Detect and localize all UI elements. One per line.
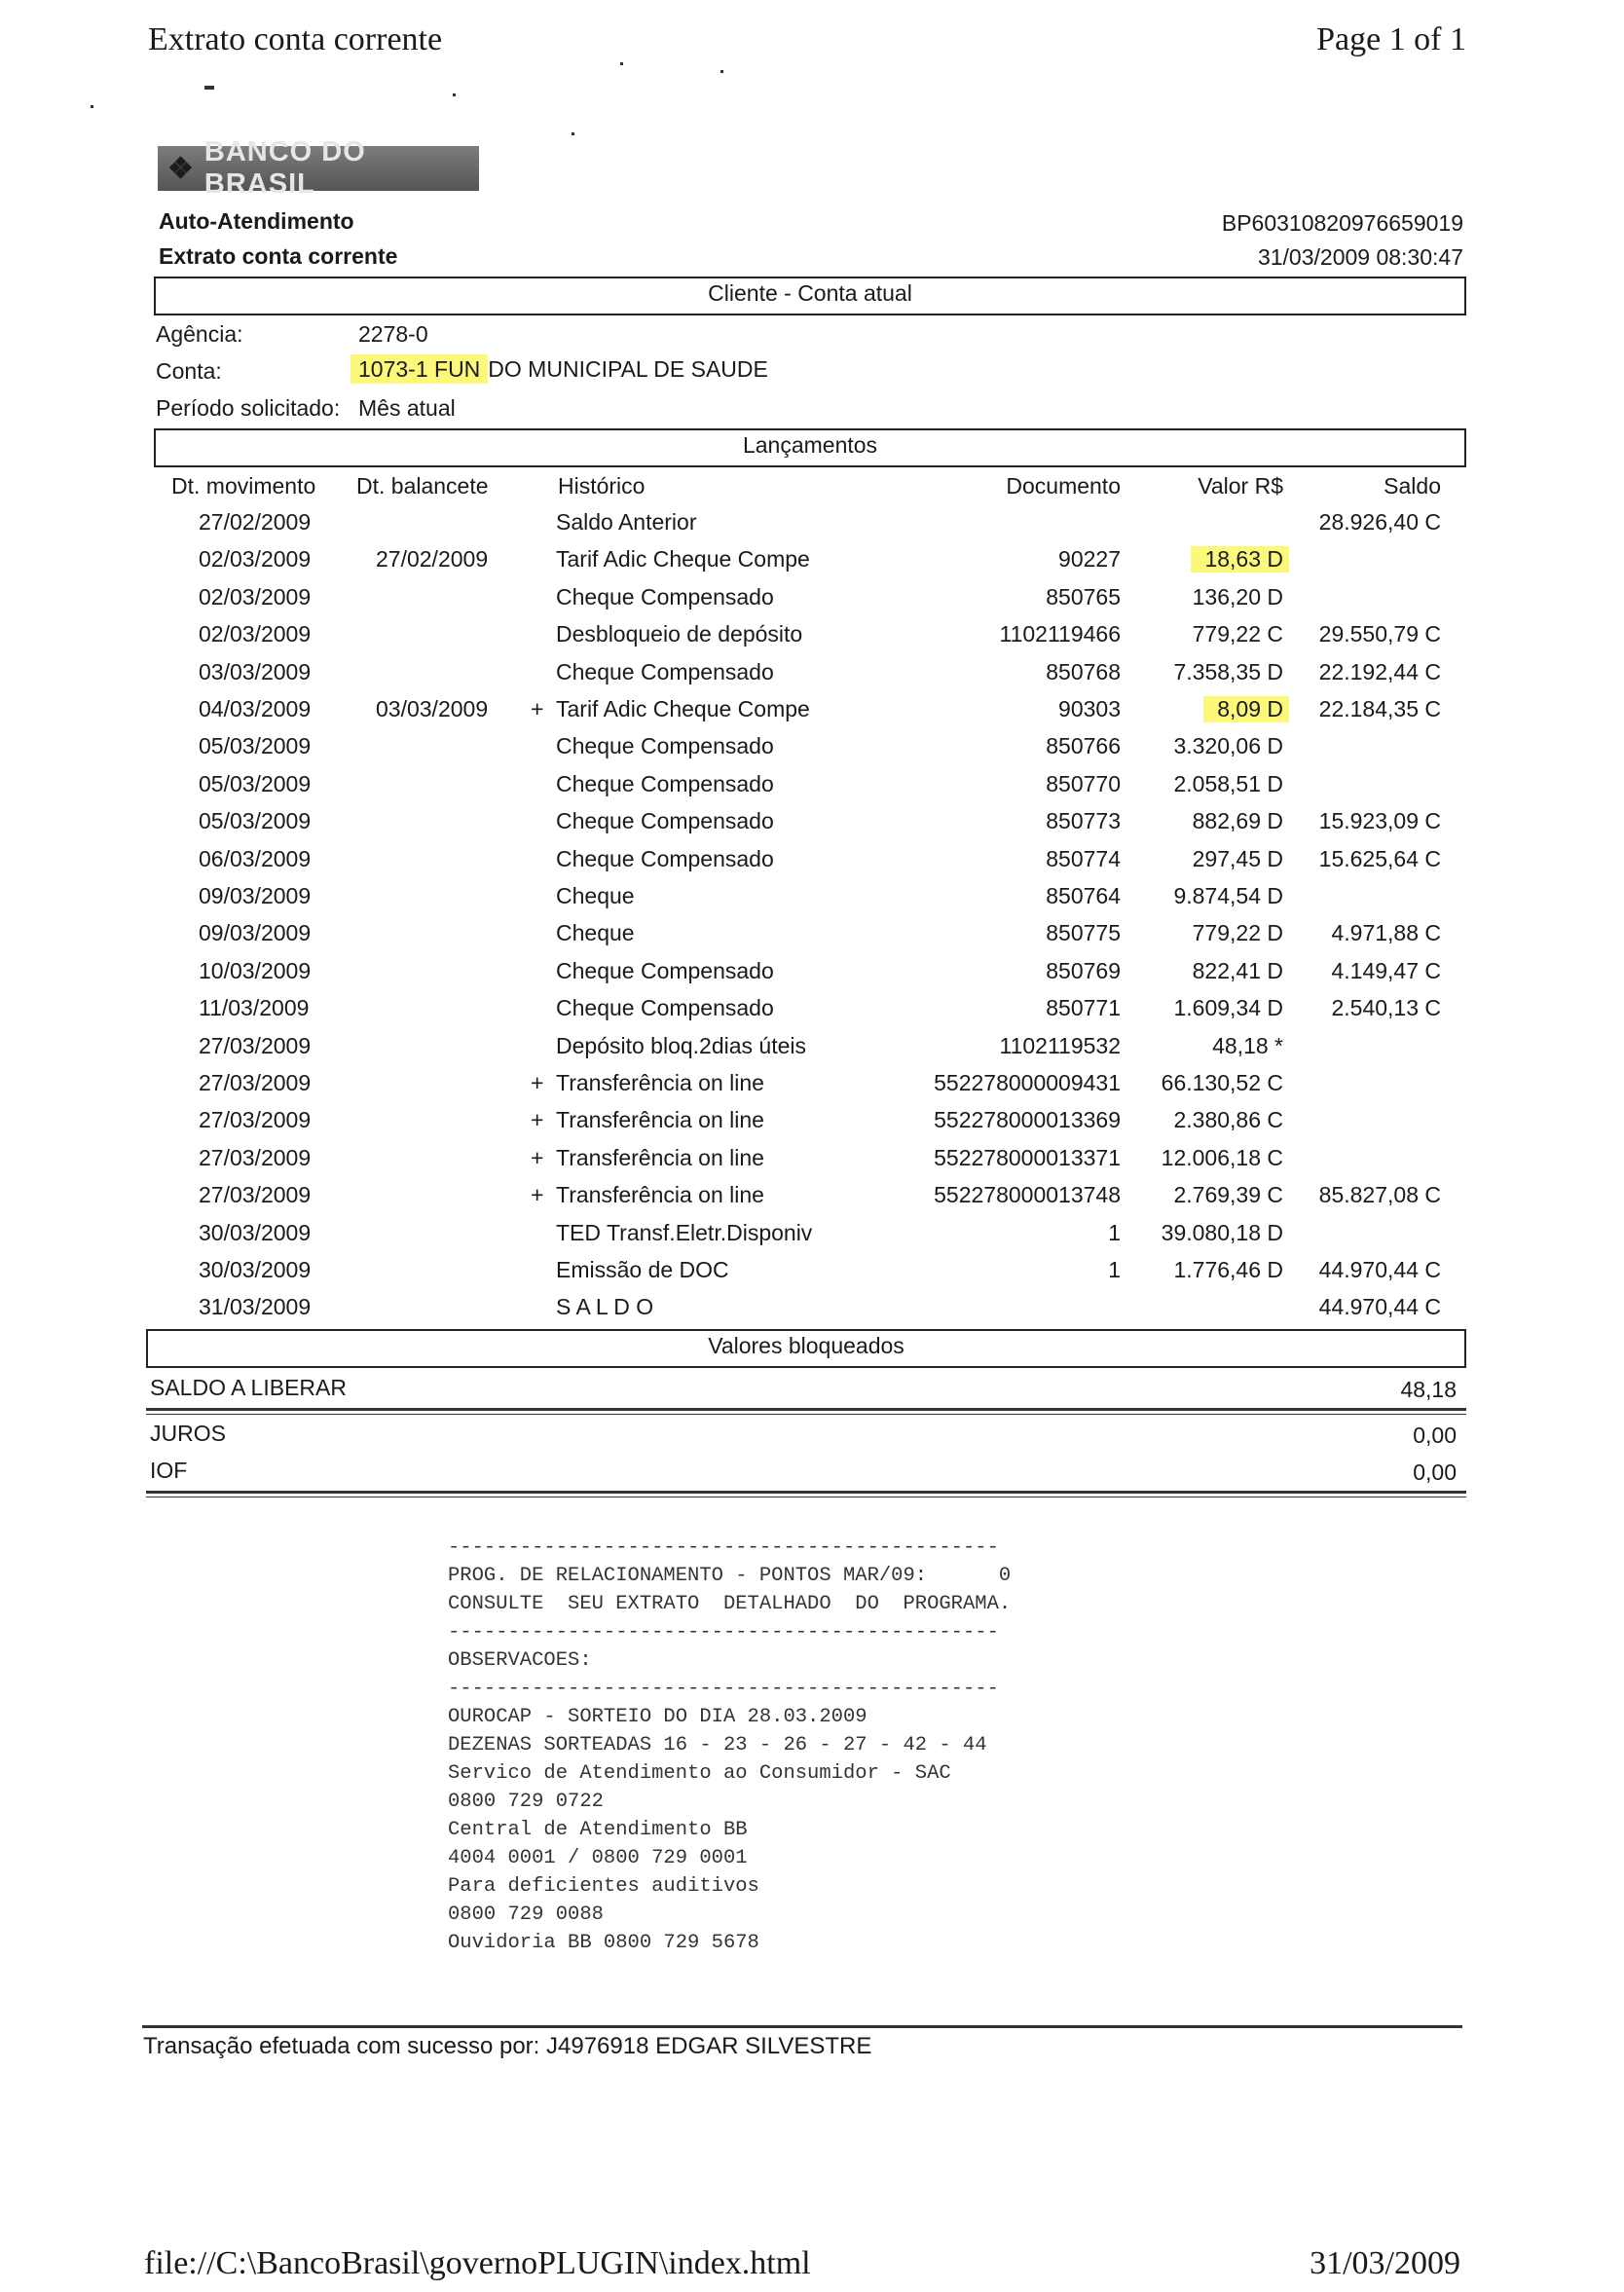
programa-line: 4004 0001 / 0800 729 0001 bbox=[448, 1847, 748, 1869]
row-documento: 850765 bbox=[1046, 584, 1121, 610]
row-historico: Depósito bloq.2dias úteis bbox=[556, 1033, 806, 1058]
row-valor: 12.006,18 C bbox=[1161, 1145, 1283, 1170]
row-historico: Cheque Compensado bbox=[556, 995, 774, 1020]
row-historico: Cheque Compensado bbox=[556, 808, 774, 833]
col-historico: Histórico bbox=[558, 473, 646, 499]
conta-name: DO MUNICIPAL DE SAUDE bbox=[488, 356, 768, 382]
row-dt-movimento: 09/03/2009 bbox=[199, 883, 312, 908]
row-saldo: 44.970,44 C bbox=[1318, 1257, 1441, 1282]
conta-number bbox=[351, 354, 488, 384]
row-dt-movimento: 27/03/2009 bbox=[199, 1107, 312, 1132]
programa-line: Ouvidoria BB 0800 729 5678 bbox=[448, 1932, 759, 1954]
row-dt-movimento: 27/03/2009 bbox=[199, 1145, 312, 1170]
row-historico: Transferência on line bbox=[556, 1182, 764, 1207]
juros-label: JUROS bbox=[150, 1421, 226, 1446]
row-dt-movimento: 03/03/2009 bbox=[199, 659, 312, 684]
bank-logo bbox=[158, 136, 479, 200]
lancamentos-section-header bbox=[154, 428, 1466, 467]
transacao-status: Transação efetuada com sucesso por: J4976918 EDGAR SILVESTRE bbox=[143, 2033, 872, 2059]
row-valor: 2.058,51 D bbox=[1173, 771, 1283, 796]
row-saldo: 22.192,44 C bbox=[1318, 659, 1441, 684]
row-documento: 1 bbox=[1108, 1257, 1121, 1282]
row-dt-movimento: 27/03/2009 bbox=[199, 1182, 312, 1207]
programa-line: OUROCAP - SORTEIO DO DIA 28.03.2009 bbox=[448, 1706, 867, 1728]
row-valor: 48,18 * bbox=[1212, 1033, 1283, 1058]
row-plus-marker: + bbox=[531, 1070, 544, 1095]
row-historico: Tarif Adic Cheque Compe bbox=[556, 696, 810, 721]
row-dt-movimento: 10/03/2009 bbox=[199, 958, 312, 983]
row-dt-movimento: 04/03/2009 bbox=[199, 696, 312, 721]
row-historico: S A L D O bbox=[556, 1294, 654, 1319]
divider bbox=[146, 1414, 1466, 1415]
programa-line: ---------------------------------------------- bbox=[448, 1536, 999, 1559]
row-documento: 850769 bbox=[1046, 958, 1121, 983]
row-valor: 7.358,35 D bbox=[1173, 659, 1283, 684]
row-valor: 1.609,34 D bbox=[1173, 995, 1283, 1020]
scan-speck bbox=[453, 93, 456, 96]
row-dt-movimento: 31/03/2009 bbox=[199, 1294, 312, 1319]
row-documento: 850774 bbox=[1046, 846, 1121, 871]
programa-line: CONSULTE SEU EXTRATO DETALHADO DO PROGRAMA. bbox=[448, 1593, 1012, 1615]
scan-speck bbox=[204, 86, 214, 90]
row-valor: 779,22 C bbox=[1192, 621, 1283, 647]
row-valor: 297,45 D bbox=[1192, 846, 1283, 871]
row-documento: 1 bbox=[1108, 1220, 1121, 1245]
col-dt-balancete: Dt. balancete bbox=[356, 473, 489, 499]
row-dt-movimento: 30/03/2009 bbox=[199, 1257, 312, 1282]
row-dt-movimento: 27/03/2009 bbox=[199, 1033, 312, 1058]
row-saldo: 4.971,88 C bbox=[1331, 920, 1441, 945]
row-historico: Transferência on line bbox=[556, 1107, 764, 1132]
row-documento: 552278000009431 bbox=[934, 1070, 1121, 1095]
row-valor: 2.380,86 C bbox=[1173, 1107, 1283, 1132]
programa-line: ---------------------------------------------- bbox=[448, 1678, 999, 1700]
lancamentos-section-title: Lançamentos bbox=[742, 432, 878, 458]
row-historico: TED Transf.Eletr.Disponiv bbox=[556, 1220, 813, 1245]
row-valor: 8,09 D bbox=[1203, 696, 1289, 722]
row-dt-movimento: 02/03/2009 bbox=[199, 621, 312, 647]
programa-line: PROG. DE RELACIONAMENTO - PONTOS MAR/09: 0 bbox=[448, 1565, 1012, 1587]
programa-line: ---------------------------------------------- bbox=[448, 1621, 999, 1644]
bloqueados-section-header bbox=[146, 1329, 1466, 1368]
row-historico: Cheque bbox=[556, 920, 635, 945]
row-saldo: 15.923,09 C bbox=[1318, 808, 1441, 833]
col-documento: Documento bbox=[1006, 473, 1121, 499]
row-valor: 1.776,46 D bbox=[1173, 1257, 1283, 1282]
header-extrato-title: Extrato conta corrente bbox=[159, 243, 398, 269]
programa-observacoes bbox=[448, 1534, 1011, 1957]
row-valor: 9.874,54 D bbox=[1173, 883, 1283, 908]
row-documento: 552278000013748 bbox=[934, 1182, 1121, 1207]
col-valor: Valor R$ bbox=[1198, 473, 1283, 499]
divider bbox=[146, 1408, 1466, 1411]
programa-line: 0800 729 0722 bbox=[448, 1791, 604, 1813]
periodo-label: Período solicitado: bbox=[156, 395, 341, 421]
conta-name-highlighted: FUN bbox=[434, 356, 481, 382]
row-valor: 3.320,06 D bbox=[1173, 733, 1283, 758]
programa-line: Central de Atendimento BB bbox=[448, 1819, 748, 1841]
row-plus-marker: + bbox=[531, 1145, 544, 1170]
row-dt-movimento: 05/03/2009 bbox=[199, 733, 312, 758]
conta-value bbox=[351, 356, 768, 383]
row-dt-movimento: 06/03/2009 bbox=[199, 846, 312, 871]
row-saldo: 44.970,44 C bbox=[1318, 1294, 1441, 1319]
row-dt-balancete: 27/02/2009 bbox=[376, 546, 489, 572]
bank-logo-text: BANCO DO BRASIL bbox=[203, 136, 366, 200]
col-saldo: Saldo bbox=[1384, 473, 1441, 499]
row-saldo: 15.625,64 C bbox=[1318, 846, 1441, 871]
row-plus-marker: + bbox=[531, 696, 544, 721]
row-dt-movimento: 05/03/2009 bbox=[199, 808, 312, 833]
row-valor: 39.080,18 D bbox=[1161, 1220, 1283, 1245]
programa-line: 0800 729 0088 bbox=[448, 1904, 604, 1926]
row-documento: 850773 bbox=[1046, 808, 1121, 833]
print-page-number: Page 1 of 1 bbox=[1316, 21, 1466, 57]
row-saldo: 28.926,40 C bbox=[1318, 509, 1441, 535]
row-documento: 1102119532 bbox=[999, 1033, 1121, 1058]
row-documento: 552278000013369 bbox=[934, 1107, 1121, 1132]
row-dt-movimento: 27/03/2009 bbox=[199, 1070, 312, 1095]
iof-value: 0,00 bbox=[1413, 1460, 1457, 1485]
programa-line: DEZENAS SORTEADAS 16 - 23 - 26 - 27 - 42 - 44 bbox=[448, 1734, 987, 1756]
row-saldo: 2.540,13 C bbox=[1331, 995, 1441, 1020]
periodo-value: Mês atual bbox=[358, 395, 456, 421]
row-dt-movimento: 09/03/2009 bbox=[199, 920, 312, 945]
print-url: file://C:\BancoBrasil\governoPLUGIN\index.html bbox=[144, 2245, 811, 2281]
conta-number-text: 1073-1 bbox=[358, 356, 428, 382]
row-dt-movimento: 05/03/2009 bbox=[199, 771, 312, 796]
row-documento: 850766 bbox=[1046, 733, 1121, 758]
row-plus-marker: + bbox=[531, 1107, 544, 1132]
row-historico: Cheque Compensado bbox=[556, 771, 774, 796]
scan-speck bbox=[572, 132, 574, 135]
row-saldo: 85.827,08 C bbox=[1318, 1182, 1441, 1207]
scan-speck bbox=[91, 105, 93, 108]
row-valor: 136,20 D bbox=[1192, 584, 1283, 610]
row-historico: Emissão de DOC bbox=[556, 1257, 729, 1282]
row-valor: 66.130,52 C bbox=[1161, 1070, 1283, 1095]
header-auto-atendimento: Auto-Atendimento bbox=[159, 208, 354, 234]
row-historico: Cheque Compensado bbox=[556, 958, 774, 983]
iof-label: IOF bbox=[150, 1458, 188, 1483]
print-title: Extrato conta corrente bbox=[148, 21, 443, 57]
header-code: BP60310820976659019 bbox=[1221, 210, 1463, 236]
agencia-label: Agência: bbox=[156, 321, 243, 347]
row-valor: 822,41 D bbox=[1192, 958, 1283, 983]
row-saldo: 29.550,79 C bbox=[1318, 621, 1441, 647]
row-dt-movimento: 30/03/2009 bbox=[199, 1220, 312, 1245]
cliente-section-header bbox=[154, 277, 1466, 315]
cliente-section-title: Cliente - Conta atual bbox=[708, 280, 912, 306]
row-valor: 2.769,39 C bbox=[1173, 1182, 1283, 1207]
row-dt-movimento: 02/03/2009 bbox=[199, 546, 312, 572]
row-historico: Saldo Anterior bbox=[556, 509, 697, 535]
row-documento: 850770 bbox=[1046, 771, 1121, 796]
print-date: 31/03/2009 bbox=[1310, 2245, 1460, 2281]
row-documento: 1102119466 bbox=[999, 621, 1121, 647]
scan-speck bbox=[720, 70, 723, 73]
row-documento: 90303 bbox=[1058, 696, 1121, 721]
row-documento: 850771 bbox=[1046, 995, 1121, 1020]
programa-line: OBSERVACOES: bbox=[448, 1649, 592, 1672]
row-documento: 850764 bbox=[1046, 883, 1121, 908]
row-dt-balancete: 03/03/2009 bbox=[376, 696, 489, 721]
conta-label: Conta: bbox=[156, 358, 222, 384]
row-historico: Cheque Compensado bbox=[556, 584, 774, 610]
row-historico: Desbloqueio de depósito bbox=[556, 621, 803, 647]
row-dt-movimento: 27/02/2009 bbox=[199, 509, 312, 535]
programa-line: Servico de Atendimento ao Consumidor - SAC bbox=[448, 1762, 951, 1785]
saldo-liberar-label: SALDO A LIBERAR bbox=[150, 1375, 347, 1400]
saldo-liberar-value: 48,18 bbox=[1400, 1377, 1457, 1402]
row-valor: 882,69 D bbox=[1192, 808, 1283, 833]
row-historico: Cheque Compensado bbox=[556, 846, 774, 871]
row-historico: Cheque bbox=[556, 883, 635, 908]
row-valor: 779,22 D bbox=[1192, 920, 1283, 945]
row-plus-marker: + bbox=[531, 1182, 544, 1207]
bloqueados-section-title: Valores bloqueados bbox=[708, 1333, 904, 1358]
row-historico: Cheque Compensado bbox=[556, 659, 774, 684]
row-documento: 850775 bbox=[1046, 920, 1121, 945]
row-dt-movimento: 02/03/2009 bbox=[199, 584, 312, 610]
row-saldo: 4.149,47 C bbox=[1331, 958, 1441, 983]
scan-speck bbox=[620, 62, 623, 65]
row-valor: 18,63 D bbox=[1191, 546, 1289, 573]
row-dt-movimento: 11/03/2009 bbox=[199, 995, 310, 1020]
row-documento: 90227 bbox=[1058, 546, 1121, 572]
bb-logo-icon: ❖ bbox=[167, 152, 195, 185]
row-documento: 850768 bbox=[1046, 659, 1121, 684]
row-historico: Tarif Adic Cheque Compe bbox=[556, 546, 810, 572]
row-documento: 552278000013371 bbox=[934, 1145, 1121, 1170]
row-historico: Transferência on line bbox=[556, 1070, 764, 1095]
col-dt-movimento: Dt. movimento bbox=[171, 473, 316, 499]
agencia-value: 2278-0 bbox=[358, 321, 428, 347]
row-historico: Cheque Compensado bbox=[556, 733, 774, 758]
divider bbox=[142, 2025, 1462, 2028]
header-datetime: 31/03/2009 08:30:47 bbox=[1257, 244, 1463, 270]
juros-value: 0,00 bbox=[1413, 1423, 1457, 1448]
row-saldo: 22.184,35 C bbox=[1318, 696, 1441, 721]
divider bbox=[146, 1491, 1466, 1494]
programa-line: Para deficientes auditivos bbox=[448, 1875, 759, 1898]
row-historico: Transferência on line bbox=[556, 1145, 764, 1170]
